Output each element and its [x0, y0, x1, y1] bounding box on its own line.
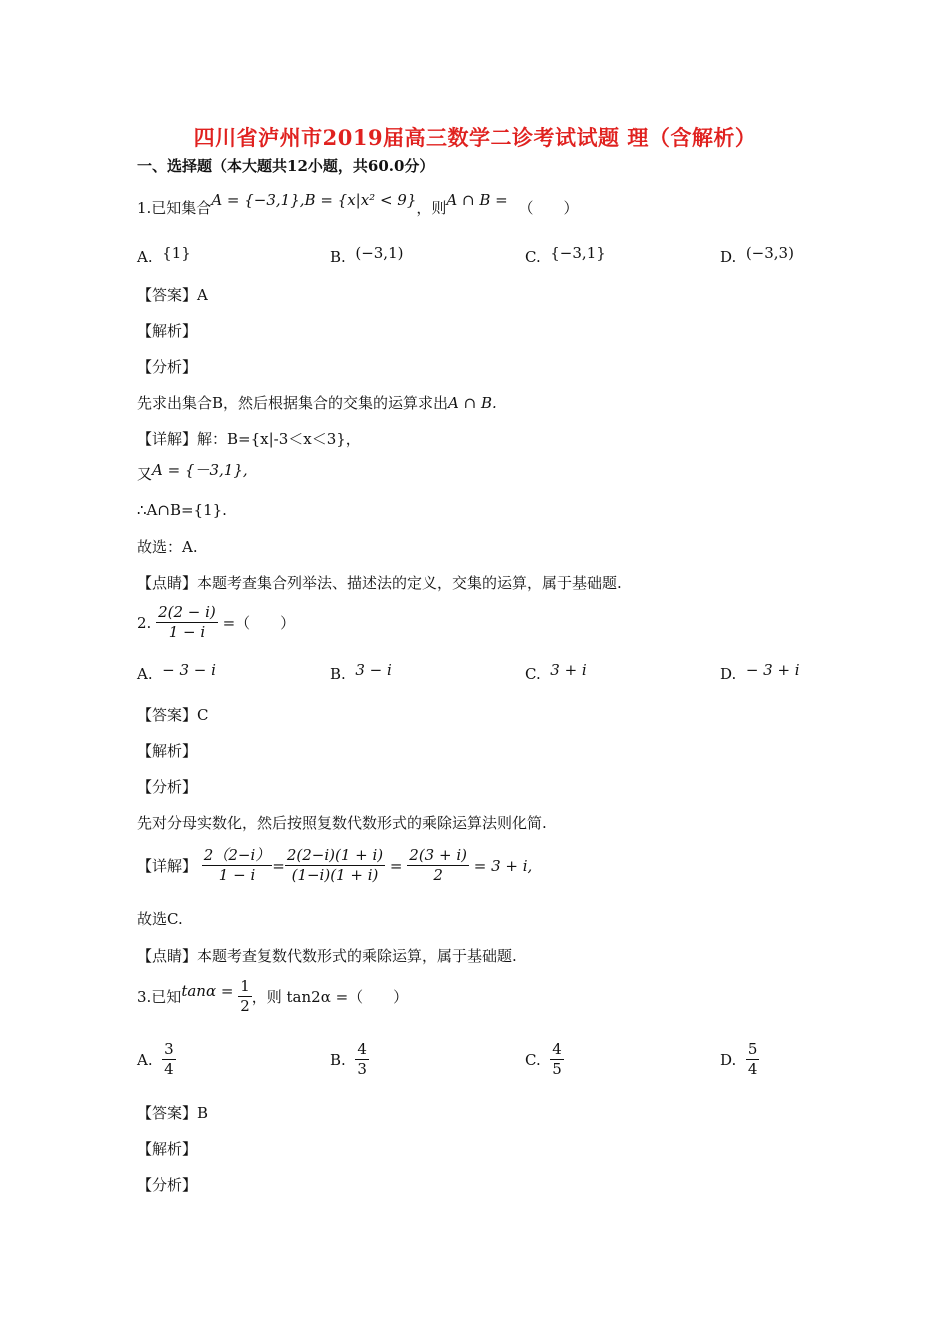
q1-jiexi: 【解析】 — [137, 322, 198, 340]
q2-option-b: B. 3 − i — [330, 661, 392, 683]
q2-analysis: 先对分母实数化，然后按照复数代数形式的乘除运算法则化简. — [137, 814, 547, 832]
q2-detail-frac-1: $\frac{2(2-i)}{1 - i}$ — [203, 846, 271, 884]
q1-option-b: B. (−3,1) — [330, 244, 404, 266]
q3-option-a: A. $\frac{3}{4}$ — [137, 1040, 174, 1078]
q3-fenxi: 【分析】 — [137, 1176, 198, 1194]
q2-option-d: D. − 3 + i — [720, 661, 800, 683]
q2-stem: 2. $\frac{2(2 - i)}{1 - i}$ =（ ） — [137, 603, 296, 641]
q1-option-a: A. {1} — [137, 244, 191, 266]
q1-option-d: D. (−3,3) — [720, 244, 794, 266]
q1-fenxi: 【分析】 — [137, 358, 198, 376]
q1-detail-3: ∴A∩B={1}. — [137, 501, 227, 519]
q3-option-b: B. $\frac{4}{3}$ — [330, 1040, 367, 1078]
q3-stem: 3.已知tanα = $\frac{1}{2}$ ，则 tan2α =（ ） — [137, 977, 409, 1015]
q1-intersection-expr: A ∩ B = — [446, 191, 508, 209]
q1-prefix: 1.已知集合 — [137, 199, 212, 217]
q1-detail-2: 又A = {－3,1}, — [137, 461, 248, 483]
q2-jiexi: 【解析】 — [137, 742, 198, 760]
q3-jiexi: 【解析】 — [137, 1140, 198, 1158]
q1-comment: 【点睛】本题考查集合列举法、描述法的定义，交集的运算，属于基础题. — [137, 574, 622, 592]
q2-detail-frac-3: $\frac{2(3 + i)}{2}$ — [409, 846, 467, 884]
q2-fenxi: 【分析】 — [137, 778, 198, 796]
q3-answer: 【答案】B — [137, 1104, 209, 1122]
q1-paren: （ ） — [518, 199, 579, 217]
q2-detail-frac-2: $\frac{2(2-i)(1 + i)}{(1-i)(1 + i)}$ — [286, 846, 384, 884]
q2-comment: 【点睛】本题考查复数代数形式的乘除运算，属于基础题. — [137, 947, 517, 965]
q2-answer: 【答案】C — [137, 706, 209, 724]
q2-choose: 故选C. — [137, 910, 183, 928]
q1-analysis: 先求出集合B，然后根据集合的交集的运算求出A ∩ B. — [137, 394, 497, 412]
page-title: 四川省泸州市2019届高三数学二诊考试试题 理（含解析） — [193, 125, 757, 150]
q2-option-c: C. 3 + i — [525, 661, 587, 683]
q1-stem — [137, 191, 579, 218]
q1-answer: 【答案】A — [137, 286, 208, 304]
q3-option-d: D. $\frac{5}{4}$ — [720, 1040, 758, 1078]
q1-choose: 故选：A. — [137, 538, 198, 556]
q2-fraction: $\frac{2(2 - i)}{1 - i}$ — [158, 603, 216, 641]
q1-mid: ，则 — [416, 199, 447, 217]
section-heading: 一、选择题（本大题共12小题，共60.0分） — [137, 157, 435, 175]
q2-detail: 【详解】 $\frac{2(2-i)}{1 - i}$ = $\frac{2(2-i)(1 + i)}{(1-i)(1 + i)}$ = $\frac{2(3 + i)}{2}$ = 3 + i, — [137, 846, 533, 884]
q1-option-c: C. {−3,1} — [525, 244, 606, 266]
q1-set-expr: A = {−3,1},B = {x|x² < 9} — [211, 191, 417, 209]
q3-option-c: C. $\frac{4}{5}$ — [525, 1040, 562, 1078]
q3-fraction: $\frac{1}{2}$ — [240, 977, 250, 1015]
q2-option-a: A. − 3 − i — [137, 661, 216, 683]
q1-detail-1: 【详解】解：B={x|-3＜x＜3}， — [137, 430, 361, 448]
